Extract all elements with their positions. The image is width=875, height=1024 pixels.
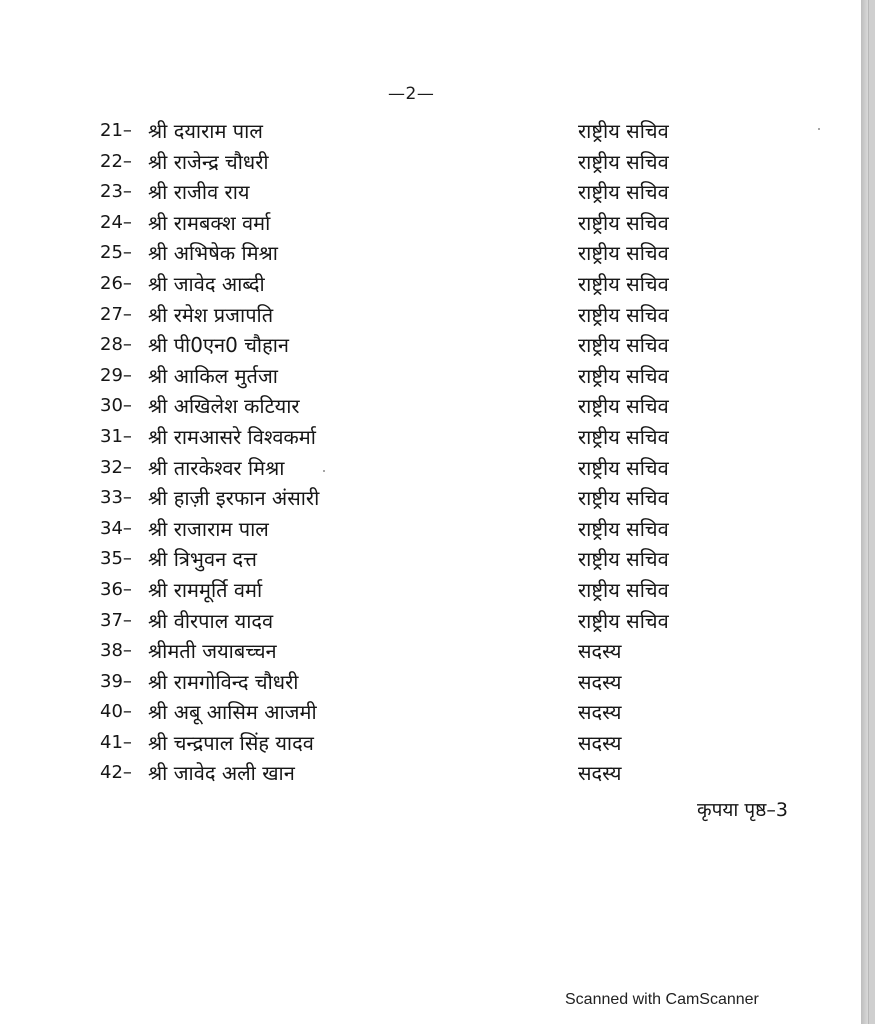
list-item xyxy=(0,300,860,331)
member-name: श्री रमेश प्रजापति xyxy=(148,302,274,327)
list-item xyxy=(0,269,860,300)
member-role: राष्ट्रीय सचिव xyxy=(578,516,669,541)
item-number: 42– xyxy=(100,762,132,784)
item-number: 27– xyxy=(100,303,132,325)
item-number: 40– xyxy=(100,701,132,723)
member-name: श्री अभिषेक मिश्रा xyxy=(148,241,278,266)
member-name: श्री वीरपाल यादव xyxy=(148,608,274,633)
list-item xyxy=(0,330,860,361)
item-number: 29– xyxy=(100,364,132,386)
item-number: 26– xyxy=(100,272,132,294)
item-number: 41– xyxy=(100,731,132,753)
item-number: 37– xyxy=(100,609,132,631)
item-number: 32– xyxy=(100,456,132,478)
page-number: —2— xyxy=(388,84,435,104)
list-item xyxy=(0,606,860,637)
member-name: श्री राजीव राय xyxy=(148,180,250,205)
member-role: राष्ट्रीय सचिव xyxy=(578,394,669,419)
member-role: राष्ट्रीय सचिव xyxy=(578,149,669,174)
scan-speck xyxy=(818,128,820,130)
page-edge-shadow xyxy=(861,0,868,1024)
continue-note: कृपया पृष्ठ–3 xyxy=(697,799,788,821)
item-number: 25– xyxy=(100,242,132,264)
item-number: 21– xyxy=(100,120,132,141)
item-number: 35– xyxy=(100,548,132,570)
list-item xyxy=(0,391,860,422)
item-number: 38– xyxy=(100,640,132,662)
member-role: राष्ट्रीय सचिव xyxy=(578,302,669,327)
member-role: राष्ट्रीय सचिव xyxy=(578,333,669,358)
member-name: श्री चन्द्रपाल सिंह यादव xyxy=(148,730,314,755)
member-role: सदस्य xyxy=(578,761,622,786)
member-role: राष्ट्रीय सचिव xyxy=(578,363,669,388)
member-name: श्री अबू आसिम आजमी xyxy=(148,700,317,725)
member-list xyxy=(0,116,860,789)
member-role: राष्ट्रीय सचिव xyxy=(578,241,669,266)
member-name: श्री रामबक्श वर्मा xyxy=(148,210,271,235)
item-number: 36– xyxy=(100,578,132,600)
member-name: श्री राममूर्ति वर्मा xyxy=(148,577,263,602)
member-role: सदस्य xyxy=(578,730,622,755)
member-role: राष्ट्रीय सचिव xyxy=(578,180,669,205)
list-item xyxy=(0,697,860,728)
list-item xyxy=(0,667,860,698)
item-number: 31– xyxy=(100,425,132,447)
list-item xyxy=(0,177,860,208)
list-item xyxy=(0,636,860,667)
list-item xyxy=(0,147,860,178)
member-name: श्री राजेन्द्र चौधरी xyxy=(148,149,269,174)
scan-speck xyxy=(323,470,325,472)
list-item xyxy=(0,422,860,453)
member-role: राष्ट्रीय सचिव xyxy=(578,577,669,602)
member-name: श्री रामआसरे विश्वकर्मा xyxy=(148,424,316,449)
member-role: राष्ट्रीय सचिव xyxy=(578,547,669,572)
member-role: राष्ट्रीय सचिव xyxy=(578,271,669,296)
list-item xyxy=(0,483,860,514)
member-role: राष्ट्रीय सचिव xyxy=(578,486,669,511)
item-number: 28– xyxy=(100,334,132,356)
member-name: श्री जावेद आब्दी xyxy=(148,271,265,296)
list-item xyxy=(0,116,860,147)
list-item xyxy=(0,361,860,392)
list-item xyxy=(0,453,860,484)
member-name: श्री रामगोविन्द चौधरी xyxy=(148,669,299,694)
member-name: श्री जावेद अली खान xyxy=(148,761,295,786)
member-name: श्री पी0एन0 चौहान xyxy=(148,333,289,358)
member-name: श्रीमती जयाबच्चन xyxy=(148,639,277,664)
member-name: श्री त्रिभुवन दत्त xyxy=(148,547,257,572)
list-item xyxy=(0,208,860,239)
member-name: श्री हाज़ी इरफान अंसारी xyxy=(148,486,320,511)
item-number: 39– xyxy=(100,670,132,692)
list-item xyxy=(0,514,860,545)
member-role: सदस्य xyxy=(578,639,622,664)
item-number: 23– xyxy=(100,181,132,203)
member-name: श्री अखिलेश कटियार xyxy=(148,394,300,419)
member-name: श्री आकिल मुर्तजा xyxy=(148,363,278,388)
item-number: 33– xyxy=(100,487,132,509)
member-role: राष्ट्रीय सचिव xyxy=(578,210,669,235)
member-role: राष्ट्रीय सचिव xyxy=(578,424,669,449)
item-number: 30– xyxy=(100,395,132,417)
member-role: राष्ट्रीय सचिव xyxy=(578,455,669,480)
member-name: श्री दयाराम पाल xyxy=(148,119,263,143)
member-role: सदस्य xyxy=(578,700,622,725)
list-item xyxy=(0,238,860,269)
list-item xyxy=(0,758,860,789)
scanner-watermark: Scanned with CamScanner xyxy=(565,991,759,1008)
item-number: 24– xyxy=(100,211,132,233)
item-number: 22– xyxy=(100,150,132,172)
member-role: राष्ट्रीय सचिव xyxy=(578,119,669,143)
member-name: श्री तारकेश्वर मिश्रा xyxy=(148,455,285,480)
member-name: श्री राजाराम पाल xyxy=(148,516,269,541)
list-item xyxy=(0,544,860,575)
member-role: सदस्य xyxy=(578,669,622,694)
list-item xyxy=(0,728,860,759)
member-role: राष्ट्रीय सचिव xyxy=(578,608,669,633)
item-number: 34– xyxy=(100,517,132,539)
list-item xyxy=(0,575,860,606)
